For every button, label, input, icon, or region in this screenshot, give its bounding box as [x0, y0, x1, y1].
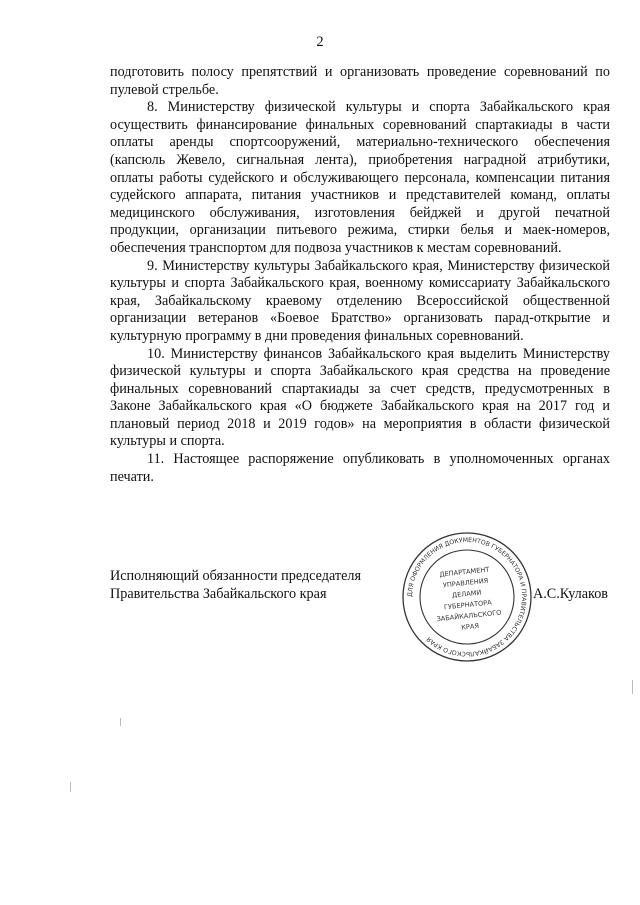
stamp-line-5: ЗАБАЙКАЛЬСКОГО — [436, 608, 502, 624]
signatory-position — [110, 568, 361, 603]
stamp-line-3: ДЕЛАМИ — [451, 588, 482, 600]
paragraph-item-9: 9. Министерству культуры Забайкальского края, Министерству физической культуры и спорта Забайкальского края, военному комиссариату Забайкальского края, Забайкальскому краевому отделению Всероссийской общественной организации ветеранов «Боевое Братство» организовать парад-открытие и культурную программу в дни проведения финальных соревнований. — [110, 257, 610, 344]
stamp-line-1: ДЕПАРТАМЕНТ — [439, 565, 490, 579]
paragraph-item-10: 10. Министерству финансов Забайкальского края выделить Министерству физической культуры и спорта Забайкальского края средства на проведение финальных соревнований спартакиады за счет средств, предусмотренных в Законе Забайкальского края «О бюджете Забайкальского края на 2017 год и плановый период 2018 и 2019 годов» на мероприятия в области физической культуры и спорта. — [110, 345, 610, 450]
document-body — [110, 64, 610, 486]
scan-mark — [120, 718, 121, 726]
signatory-position-line-1: Исполняющий обязанности председателя — [110, 568, 361, 584]
stamp-line-6: КРАЯ — [460, 621, 480, 632]
official-stamp — [400, 530, 534, 664]
paragraph-item-8: 8. Министерству физической культуры и спорта Забайкальского края осуществить финансирование финальных соревнований спартакиады в части оплаты аренды спортсооружений, материально-технического обеспечения (капсюль Жевело, сигнальная лента), приобретения наградной атрибутики, оплаты работы судейского и обслуживающего персонала, компенсации питания судейского аппарата, питания участников и представителей команд, оплаты медицинского обслуживания, изготовления бейджей и другой печатной продукции, организации питьевого режима, стирки белья и маек-номеров, обеспечения транспортом для подвоза участников к местам соревнований. — [110, 99, 610, 256]
scan-mark — [70, 782, 71, 792]
signatory-name: А.С.Кулаков — [533, 586, 609, 602]
paragraph-continuation: подготовить полосу препятствий и организовать проведение соревнований по пулевой стрельбе. — [110, 64, 610, 98]
paragraph-item-11: 11. Настоящее распоряжение опубликовать в уполномоченных органах печати. — [110, 451, 610, 485]
scan-mark — [632, 680, 633, 694]
signatory-position-line-2: Правительства Забайкальского края — [110, 585, 327, 602]
stamp-line-2: УПРАВЛЕНИЯ — [442, 576, 489, 590]
stamp-outer-text: ДЛЯ ОФОРМЛЕНИЯ ДОКУМЕНТОВ ГУБЕРНАТОРА И ПРАВИТЕЛЬСТВА ЗАБАЙКАЛЬСКОГО КРАЯ — [406, 536, 528, 658]
page-number: 2 — [316, 34, 324, 50]
stamp-line-4: ГУБЕРНАТОРА — [443, 598, 493, 612]
